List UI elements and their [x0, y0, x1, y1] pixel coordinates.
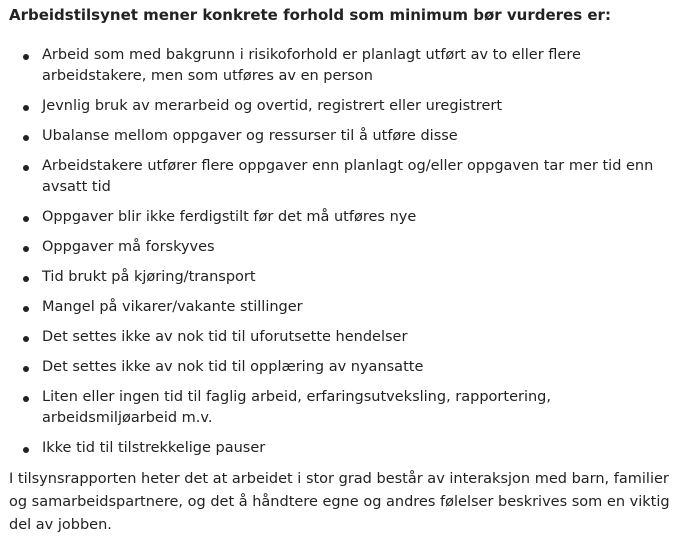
list-item — [9, 327, 685, 348]
bullet-icon — [23, 396, 29, 402]
list-item-text: Arbeidstakere utfører flere oppgaver enn planlagt og/eller oppgaven tar mer tid enn avsatt tid — [42, 158, 654, 195]
list-item-text: Oppgaver blir ikke ferdigstilt før det må utføres nye — [42, 209, 417, 225]
article-body — [9, 0, 685, 537]
bullet-icon — [23, 447, 29, 453]
bullet-icon — [23, 216, 29, 222]
list-item — [9, 207, 685, 228]
bullet-icon — [23, 366, 29, 372]
list-item-text: Ikke tid til tilstrekkelige pauser — [42, 440, 266, 456]
list-item — [9, 267, 685, 288]
list-item — [9, 126, 685, 147]
bullet-icon — [23, 105, 29, 111]
list-item-text: Arbeid som med bakgrunn i risikoforhold er planlagt utført av to eller flere arbeidstakere, men som utføres av en person — [42, 47, 581, 84]
list-item — [9, 96, 685, 117]
list-item — [9, 156, 685, 198]
list-item — [9, 438, 685, 459]
bullet-icon — [23, 165, 29, 171]
body-paragraph: I tilsynsrapporten heter det at arbeidet i stor grad består av interaksjon med barn, familier og samarbeidspartnere, og det å håndtere egne og andres følelser beskrives som en viktig del av jobben. — [9, 471, 670, 533]
list-item-text: Ubalanse mellom oppgaver og ressurser til å utføre disse — [42, 128, 458, 144]
list-item — [9, 297, 685, 318]
list-item-text: Det settes ikke av nok tid til opplæring av nyansatte — [42, 359, 424, 375]
list-item-text: Det settes ikke av nok tid til uforutsette hendelser — [42, 329, 408, 345]
bullet-icon — [23, 336, 29, 342]
list-item — [9, 45, 685, 87]
bullet-icon — [23, 135, 29, 141]
bullet-icon — [23, 276, 29, 282]
bullet-icon — [23, 246, 29, 252]
criteria-list — [9, 45, 685, 459]
bullet-icon — [23, 306, 29, 312]
section-heading: Arbeidstilsynet mener konkrete forhold som minimum bør vurderes er: — [9, 6, 611, 24]
list-item — [9, 357, 685, 378]
list-item-text: Tid brukt på kjøring/transport — [42, 269, 256, 285]
bullet-icon — [23, 54, 29, 60]
list-item-text: Liten eller ingen tid til faglig arbeid, erfaringsutveksling, rapportering, arbeidsmiljøarbeid m.v. — [42, 389, 551, 426]
list-item — [9, 237, 685, 258]
list-item-text: Jevnlig bruk av merarbeid og overtid, registrert eller uregistrert — [42, 98, 503, 114]
list-item-text: Mangel på vikarer/vakante stillinger — [42, 299, 303, 315]
list-item-text: Oppgaver må forskyves — [42, 239, 215, 255]
list-item — [9, 387, 685, 429]
